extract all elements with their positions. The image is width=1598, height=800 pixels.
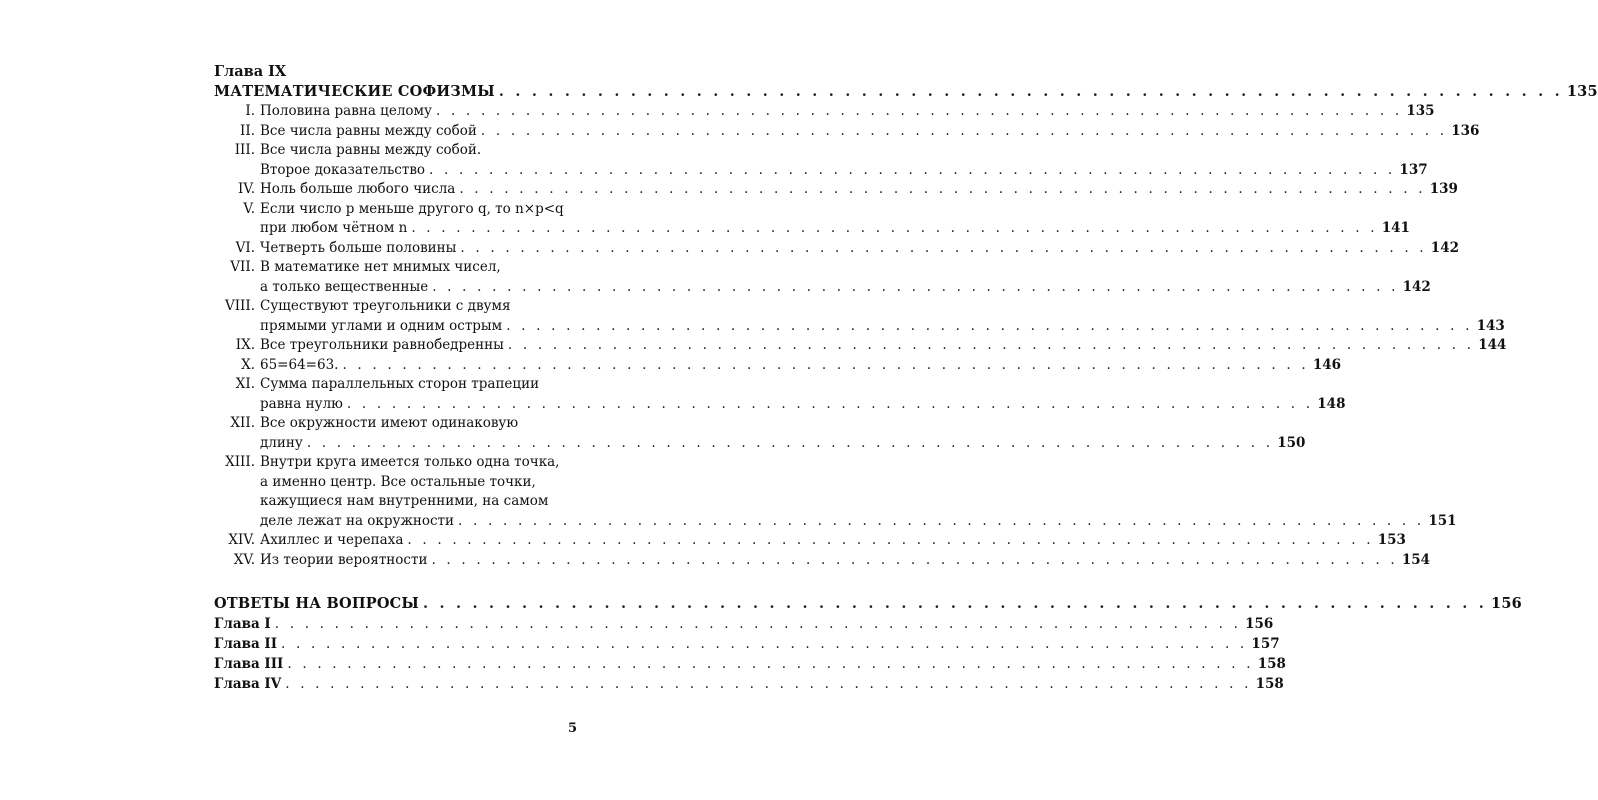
leader-dots (481, 122, 1447, 142)
entry-body (260, 375, 1345, 414)
answer-entry (214, 674, 1284, 694)
entry-last-line (260, 434, 1305, 454)
entry-last-line (260, 278, 1431, 298)
leader-dots (285, 674, 1251, 694)
leader-dots (459, 180, 1425, 200)
entry-last-line (260, 336, 1506, 356)
page-number: 154 (1401, 551, 1431, 568)
entry-number: VII. (230, 259, 255, 275)
entry-title-line: Сумма параллельных сторон трапеции (260, 376, 540, 392)
section-title: МАТЕМАТИЧЕСКИЕ СОФИЗМЫ (214, 83, 495, 100)
leader-dots (411, 219, 1377, 239)
entry-title: Половина равна целому (260, 103, 432, 119)
entry-title: деле лежат на окружности (260, 512, 455, 529)
toc-entry (214, 180, 1458, 200)
leader-dots (423, 594, 1487, 614)
answer-label: Глава I (214, 616, 271, 632)
page-number: 139 (1429, 181, 1458, 197)
entry-title: прямыми углами и одним острым (260, 317, 503, 334)
toc-entry (214, 258, 1431, 297)
leader-dots (429, 161, 1395, 181)
section-heading-row (214, 82, 1598, 102)
toc-entry (214, 531, 1406, 551)
entry-last-line (260, 317, 1505, 337)
entry-number: IX. (235, 337, 255, 353)
leader-dots (407, 531, 1373, 551)
page-number: 142 (1402, 278, 1431, 295)
toc-entry (214, 336, 1507, 356)
toc-entry (214, 122, 1480, 142)
toc-entry (214, 141, 1428, 180)
entry-body (260, 531, 1406, 551)
entry-last-line (260, 512, 1457, 532)
entry-body (260, 453, 1457, 531)
entry-number: V. (243, 200, 255, 217)
toc-entry (214, 200, 1410, 239)
entry-last-line (260, 395, 1345, 415)
entry-title: равна нулю (260, 395, 343, 412)
leader-dots (347, 395, 1313, 415)
toc-entry (214, 414, 1306, 453)
entry-number: XI. (235, 376, 255, 392)
page-number: 143 (1476, 317, 1505, 334)
entry-last-line (260, 122, 1479, 142)
entry-number: III. (234, 142, 255, 158)
entry-body (260, 414, 1305, 453)
entry-body (260, 180, 1458, 200)
entry-number: VIII. (224, 298, 255, 314)
page-number: 156 (1491, 595, 1522, 612)
toc-entry (214, 356, 1342, 376)
entry-body (260, 297, 1505, 336)
entry-title: Ноль больше любого числа (260, 181, 456, 197)
leader-dots (275, 614, 1241, 634)
entry-body (260, 551, 1430, 571)
entry-body (260, 336, 1506, 356)
page-number: 141 (1381, 220, 1410, 236)
entry-last-line (260, 219, 1410, 239)
entry-title-line: Существуют треугольники с двумя (260, 298, 511, 314)
answers-list (214, 614, 1286, 694)
entry-title-line: Все числа равны между собой. (260, 142, 482, 158)
entry-number: I. (245, 103, 255, 119)
entry-last-line (260, 356, 1341, 376)
page-number: 151 (1428, 512, 1457, 529)
leader-dots (499, 82, 1563, 102)
entry-last-line (260, 531, 1406, 551)
entries-list (214, 102, 1507, 570)
entry-number: VI. (235, 239, 255, 256)
toc-entry (214, 375, 1346, 414)
leader-dots (431, 551, 1397, 571)
entry-title: Все треугольники равнобедренны (260, 337, 504, 353)
leader-dots (287, 654, 1253, 674)
toc-entry (214, 297, 1505, 336)
answer-label: Глава II (214, 636, 278, 652)
entry-title-line: а именно центр. Все остальные точки, (260, 473, 536, 490)
page-number: 156 (1245, 616, 1274, 632)
entry-last-line (260, 180, 1458, 200)
page-number: 136 (1451, 122, 1480, 139)
answers-title: ОТВЕТЫ НА ВОПРОСЫ (214, 595, 420, 612)
leader-dots (307, 434, 1273, 454)
page-number: 158 (1255, 676, 1284, 692)
page-number: 158 (1257, 656, 1286, 672)
entry-title-line: В математике нет мнимых чисел, (260, 259, 501, 275)
page-number: 144 (1478, 337, 1507, 353)
page-number: 142 (1430, 239, 1459, 256)
entry-title: а только вещественные (260, 278, 429, 295)
entry-last-line (260, 551, 1430, 571)
entry-title: при любом чётном n (260, 220, 408, 236)
entry-body (260, 141, 1428, 180)
page-number: 135 (1566, 83, 1598, 100)
entry-number: XIV. (228, 532, 255, 548)
entry-title: Все числа равны между собой (260, 122, 477, 139)
entry-last-line (260, 161, 1428, 181)
table-of-contents (214, 62, 1598, 694)
leader-dots (281, 634, 1247, 654)
toc-entry (214, 551, 1431, 571)
entry-body (260, 356, 1341, 376)
page-number: 150 (1277, 434, 1306, 451)
entry-number: IV. (237, 181, 255, 197)
answers-heading-row (214, 594, 1522, 614)
entry-title: Из теории вероятности (260, 551, 428, 568)
answer-entry (214, 654, 1286, 674)
leader-dots (432, 278, 1398, 298)
entry-title: Ахиллес и черепаха (260, 532, 404, 548)
page-number: 148 (1317, 395, 1346, 412)
entry-title-line: Все окружности имеют одинаковую (260, 415, 519, 431)
entry-title: Четверть больше половины (260, 239, 457, 256)
leader-dots (506, 317, 1472, 337)
toc-entry (214, 102, 1435, 122)
chapter-heading: Глава IX (214, 63, 287, 80)
answer-label: Глава IV (214, 676, 282, 692)
answer-entry (214, 614, 1274, 634)
leader-dots (342, 356, 1308, 376)
entry-body (260, 102, 1435, 122)
entry-title: 65=64=63. (260, 356, 339, 373)
entry-title-line: Внутри круга имеется только одна точка, (260, 454, 560, 470)
page-number: 135 (1406, 103, 1435, 119)
page-number: 153 (1377, 532, 1406, 548)
leader-dots (460, 239, 1426, 259)
page-number: 157 (1251, 636, 1280, 652)
entry-number: XII. (230, 415, 255, 431)
page-number: 137 (1399, 161, 1428, 178)
answer-entry (214, 634, 1280, 654)
entry-last-line (260, 102, 1435, 122)
entry-title-line: Если число p меньше другого q, то n×p<q (260, 200, 564, 217)
entry-title: длину (260, 434, 303, 451)
leader-dots (508, 336, 1474, 356)
page-number: 146 (1312, 356, 1342, 373)
toc-entry (214, 239, 1459, 259)
entry-body (260, 122, 1479, 142)
leader-dots (436, 102, 1402, 122)
entry-number: X. (241, 356, 255, 373)
entry-title: Второе доказательство (260, 161, 426, 178)
page-folio: 5 (568, 721, 578, 736)
entry-body (260, 239, 1459, 259)
entry-number: XIII. (225, 454, 255, 470)
leader-dots (458, 512, 1424, 532)
entry-number: XV. (233, 551, 255, 568)
toc-entry (214, 453, 1457, 531)
entry-title-line: кажущиеся нам внутренними, на самом (260, 493, 549, 509)
entry-number: II. (240, 122, 255, 139)
entry-last-line (260, 239, 1459, 259)
answer-label: Глава III (214, 656, 284, 672)
entry-body (260, 200, 1410, 239)
entry-body (260, 258, 1431, 297)
